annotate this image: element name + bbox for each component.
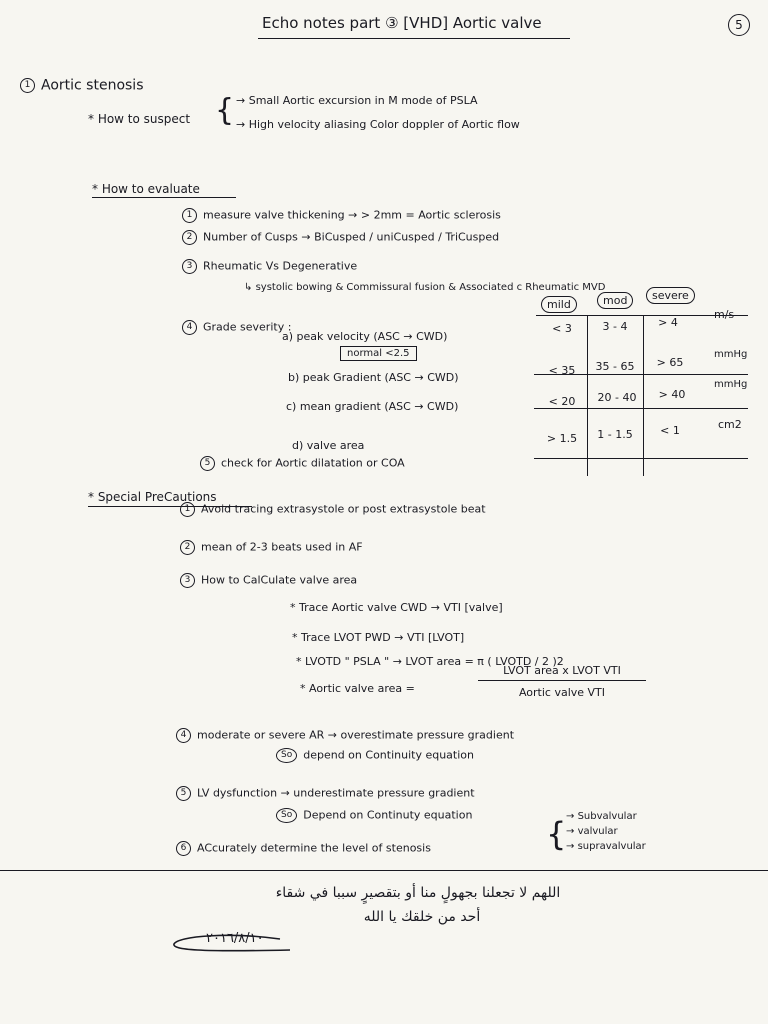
cell-area-mod: 1 - 1.5 [597, 428, 633, 441]
item-number: 6 [176, 841, 191, 856]
sub-text: depend on Continuity equation [303, 748, 474, 762]
calc-step-1: * Trace Aortic valve CWD → VTI [valve] [290, 601, 503, 614]
suspect-item-2-text: High velocity aliasing Color doppler of Aortic flow [248, 118, 520, 131]
item-text: measure valve thickening → > 2mm = Aortic sclerosis [203, 208, 501, 222]
item-number: 3 [180, 573, 195, 588]
dua-line-2: أحد من خلقك يا الله [363, 909, 481, 925]
item-text: Rheumatic Vs Degenerative [203, 259, 358, 273]
item-text: Number of Cusps → BiCusped / uniCusped / TriCusped [203, 230, 500, 244]
header-mod: mod [597, 292, 633, 309]
date: ٢٠١٦/٨/١٠ [206, 931, 264, 946]
rheumatic-sub: ↳ systolic bowing & Commissural fusion & Associated c Rheumatic MVD [244, 282, 606, 293]
flourish-stroke [174, 935, 290, 950]
item-number: 2 [180, 540, 195, 555]
param-valve-area: d) valve area [292, 439, 365, 452]
param-peak-gradient: b) peak Gradient (ASC → CWD) [288, 371, 459, 384]
item-number: 3 [182, 259, 197, 274]
ava-label: * Aortic valve area = [300, 682, 415, 695]
cell-gradient-mild: < 35 [548, 364, 576, 377]
item-text: ACcurately determine the level of stenosis [197, 841, 431, 855]
param-mean-gradient: c) mean gradient (ASC → CWD) [286, 400, 459, 413]
rheumatic-sub-text: systolic bowing & Commissural fusion & Associated c Rheumatic MVD [255, 282, 606, 293]
suspect-item-1: → Small Aortic excursion in M mode of PSLA [236, 94, 478, 107]
cell-velocity-mild: < 3 [552, 322, 572, 335]
unit-velocity: m/s [714, 308, 735, 321]
ava-denominator: Aortic valve VTI [518, 686, 606, 699]
so-badge: So [276, 808, 297, 823]
header-mild: mild [541, 296, 577, 313]
item-number: 1 [180, 502, 195, 517]
item-number: 4 [176, 728, 191, 743]
item-number: 5 [200, 456, 215, 471]
cell-area-mild: > 1.5 [546, 432, 578, 445]
item-text: How to CalCulate valve area [201, 573, 358, 587]
item-text: Avoid tracing extrasystole or post extrasystole beat [201, 502, 486, 516]
cell-mean-severe: > 40 [658, 388, 686, 401]
level-valvular: → valvular [566, 826, 618, 837]
param-peak-velocity: a) peak velocity (ASC → CWD) [282, 330, 448, 343]
level-text: Subvalvular [577, 811, 637, 822]
unit-mean: mmHg [714, 379, 748, 390]
level-supravalvular: → supravalvular [566, 841, 646, 852]
cell-gradient-severe: > 65 [656, 356, 684, 369]
heading-text: Aortic stenosis [41, 77, 144, 94]
check-text: check for Aortic dilatation or COA [221, 456, 405, 470]
ava-numerator: LVOT area x LVOT VTI [503, 664, 621, 677]
item-text: mean of 2-3 beats used in AF [201, 540, 363, 554]
cell-area-severe: < 1 [660, 424, 680, 437]
item-number: 1 [182, 208, 197, 223]
dua-line-1: اللهم لا تجعلنا بجهولٍ منا أو بتقصيرٍ سببا في شقاء [275, 885, 561, 901]
cell-mean-mod: 20 - 40 [597, 391, 637, 404]
suspect-label: * How to suspect [88, 112, 191, 126]
so-badge: So [276, 748, 297, 763]
suspect-item-2: → High velocity aliasing Color doppler of Aortic flow [236, 118, 520, 131]
item-number: 2 [182, 230, 197, 245]
unit-gradient: mmHg [714, 349, 748, 360]
suspect-brace: { [215, 93, 235, 128]
sub-text: Depend on Continuty equation [303, 808, 473, 822]
calc-step-3: * LVOTD " PSLA " → LVOT area = π ( LVOTD / 2 )2 [296, 655, 564, 668]
evaluate-heading: * How to evaluate [92, 182, 200, 196]
level-subvalvular: → Subvalvular [566, 811, 637, 822]
levels-brace: { [546, 815, 567, 853]
normal-box-text: normal <2.5 [340, 346, 417, 361]
heading-number: 1 [20, 78, 35, 93]
cell-velocity-severe: > 4 [658, 316, 678, 329]
cell-mean-mild: < 20 [548, 395, 576, 408]
suspect-item-1-text: Small Aortic excursion in M mode of PSLA [248, 94, 478, 107]
level-text: supravalvular [577, 841, 646, 852]
item-number: 5 [176, 786, 191, 801]
calc-step-2: * Trace LVOT PWD → VTI [LVOT] [292, 631, 465, 644]
page-number: 5 [728, 14, 750, 36]
item-text: LV dysfunction → underestimate pressure gradient [197, 786, 475, 800]
grade-label: Grade severity : [203, 320, 292, 334]
header-severe: severe [646, 287, 695, 304]
page-title: Echo notes part ③ [VHD] Aortic valve [262, 14, 542, 32]
cell-gradient-mod: 35 - 65 [595, 360, 635, 373]
precautions-heading: * Special PreCautions [88, 490, 217, 504]
cell-velocity-mod: 3 - 4 [602, 320, 628, 333]
item-number: 4 [182, 320, 197, 335]
level-text: valvular [577, 826, 618, 837]
item-text: moderate or severe AR → overestimate pressure gradient [197, 728, 515, 742]
unit-area: cm2 [718, 418, 742, 431]
